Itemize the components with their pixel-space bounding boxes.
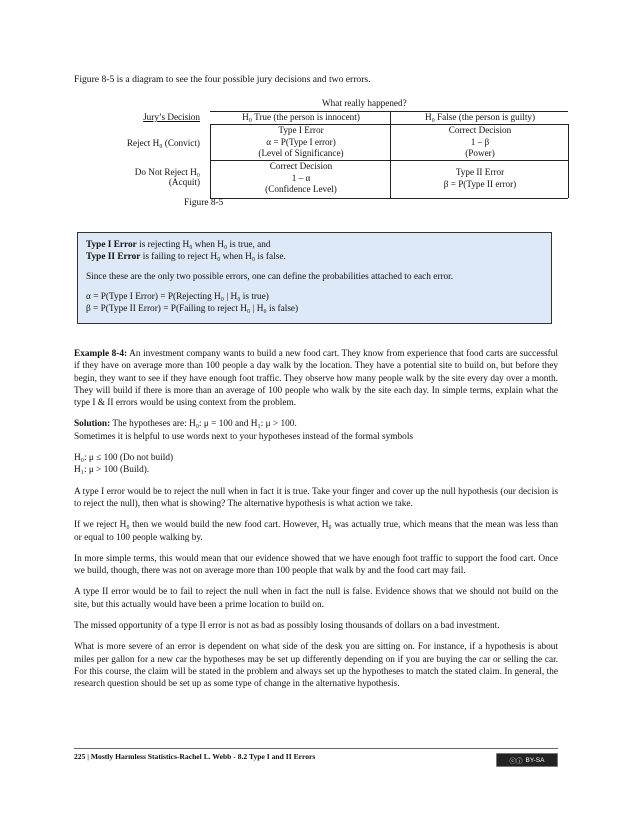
paragraph-3: In more simple terms, this would mean that our evidence showed that we have enough foot traffic to support the food cart. Once we build, though, there was not on average more than 100 people that walk by and the food cart may fail.: [74, 553, 558, 577]
row-header: Jury’s Decision: [143, 112, 200, 122]
paragraph-6: What is more severe of an error is dependent on what side of the desk you are sitting on. For instance, if a hypothesis is about miles per gallon for a new car the hypotheses may be set up differently depending on if you are buying the car or selling the car. For this course, the claim will be stated in the problem and always set up the hypotheses to match the stated claim. In general, the research question should be set up as some type of change in the alternative hypothesis.: [74, 642, 558, 690]
body-text: [74, 348, 558, 700]
intro-text: Figure 8-5 is a diagram to see the four possible jury decisions and two errors.: [74, 74, 371, 85]
figure-top-header: What really happened?: [322, 98, 407, 108]
beta-definition: β = P(Type II Error) = P(Failing to reject H₀ | H₀ is false): [86, 304, 299, 314]
paragraph-4: A type II error would be to fail to reject the null when in fact the null is false. Evidence shows that we should not build on the site, but this actually would have been a prime location to build on.: [74, 587, 558, 610]
page-footer: [74, 748, 558, 765]
solution-line2: Sometimes it is helpful to use words next to your hypotheses instead of the formal symbols: [74, 431, 414, 442]
figure-caption: Figure 8-5: [184, 198, 224, 208]
hypothesis-h1: H₁: μ > 100 (Build).: [74, 465, 150, 476]
col2-header: H₀ False (the person is guilty): [424, 112, 536, 122]
paragraph-1: A type I error would be to reject the null when in fact it is true. Take your finger and cover up the null hypothesis (our decision is to reject the null), then what is showing? The alternative hypothesis is what action we take.: [74, 486, 558, 509]
footer-text: 225 | Mostly Harmless Statistics-Rachel L. Webb - 8.2 Type I and II Errors: [74, 752, 316, 761]
cell-correct-confidence: Correct Decision 1 – α (Confidence Level): [265, 161, 337, 194]
type-ii-term: Type II Error: [86, 252, 141, 262]
hypothesis-h0: H₀: μ ≤ 100 (Do not build): [74, 453, 174, 464]
alpha-definition: α = P(Type I Error) = P(Rejecting H₀ | H₀ is true): [86, 292, 269, 302]
paragraph-2: If we reject H₀ then we would build the new food cart. However, H₀ was actually true, which means that the mean was less than or equal to 100 people walking by.: [74, 520, 558, 543]
example-paragraph: Example 8-4: An investment company wants to build a new food cart. They know from experience that food carts are successful if they have on average more than 100 people a day walk by the location. They have a potential site to build on, but before they begin, they want to see if they have enough foot traffic. They observe how many people walk by the site every day over a month. They will build if there is more than an average of 100 people who walk by the site each day. In simple terms, explain what the type I & II errors would be using context from the problem.: [74, 349, 559, 409]
paragraph-5: The missed opportunity of a type II error is not as bad as possibly losing thousands of dollars on a bad investment.: [74, 621, 500, 632]
note-line3: Since these are the only two possible errors, one can define the probabilities attached to each error.: [86, 272, 454, 282]
cell-type-ii-error: Type II Error β = P(Type II error): [443, 167, 517, 189]
col1-header: H₀ True (the person is innocent): [242, 112, 360, 122]
row1-label: Reject H₀ (Convict): [126, 138, 200, 148]
solution-paragraph: Solution: The hypotheses are: H₀: μ = 100 and H₁: μ > 100.: [74, 419, 297, 430]
cell-type-i-error: Type I Error α = P(Type I error) (Level of Significance): [258, 125, 344, 158]
cc-icon: ⓒⓘ: [509, 757, 523, 765]
definition-box: Type I Error is rejecting H₀ when H₀ is true, and Type II Error is failing to reject H₀ when H₀ is false. Since these are the only two possible errors, one can define the probabilities attached to each error. α = P(Type I Error) = P(Rejecting H₀ | H₀ is true) β = P(Type II Error) = P(Failing to reject H₀ | H₀ is false): [77, 232, 552, 324]
cc-license-badge: ⓒⓘ BY-SA: [496, 753, 558, 767]
cell-correct-power: Correct Decision 1 – β (Power): [448, 125, 512, 158]
row2-label: Do Not Reject H₀ (Acquit): [134, 167, 200, 187]
type-i-term: Type I Error: [86, 240, 137, 250]
